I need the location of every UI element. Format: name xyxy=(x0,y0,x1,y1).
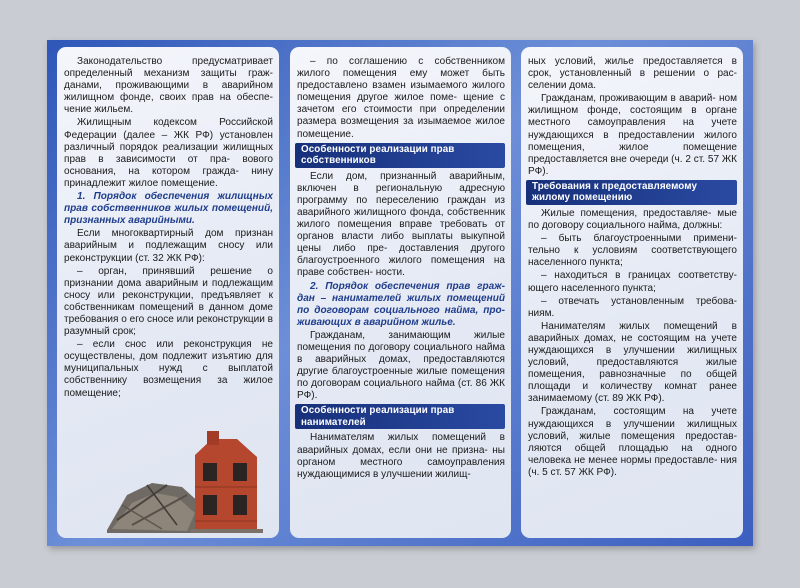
section-header-tenants: Особенности реализации прав нанимателей xyxy=(295,404,505,429)
paragraph: Жилищным кодексом Российской Федерации (далее – ЖК РФ) установлен различный порядок реализации жилищных прав в зависимости от пра- вового основания, на котором гражда- нину принадлежит жилое помещение. xyxy=(64,117,273,189)
column-1 xyxy=(64,56,273,401)
paragraph: Гражданам, проживающим в аварий- ном жилищном фонде, состоящим в органе местного самоуправления на учете нуждающихся в предоставлении жилого помещения, жилое помещение предоставляется вне очереди (ч. 2 ст. 57 ЖК РФ). xyxy=(528,93,737,177)
column-2 xyxy=(297,56,505,482)
paragraph: Законодательство предусматривает определенный механизм защиты граж- данами, проживающими в аварийном жилищном фонде, своих прав на обеспе- чение жильем. xyxy=(64,56,273,116)
paragraph: Гражданам, занимающим жилые помещения по договору социального найма в аварийных домах, предоставляются другие благоустроенные жилые помещения по договорам социального найма (ст. 86 ЖК РФ). xyxy=(297,329,505,402)
section-heading: 2. Порядок обеспечения прав граж- дан – нанимателей жилых помещений по договорам социального найма, про- живающих в аварийном жилье. xyxy=(297,280,505,328)
list-item: – по соглашению с собственником жилого помещения ему может быть предоставлено взамен изымаемого жилого помещения другое жилое поме- щение с зачетом его стоимости при определении размера возмещения за изымаемое жилое помещение. xyxy=(297,56,505,140)
paragraph: Жилые помещения, предоставляе- мые по договору социального найма, должны: xyxy=(528,207,737,232)
panel-middle xyxy=(290,47,511,538)
section-heading: 1. Порядок обеспечения жилищных прав собственников жилых помещений, признанных аварийными. xyxy=(64,191,273,227)
paragraph: Если многоквартирный дом признан аварийным и подлежащим сносу или реконструкции (ст. 32 ЖК РФ): xyxy=(64,228,273,264)
list-item: – быть благоустроенными примени- тельно к условиям соответствующего населенного пункта; xyxy=(528,233,737,269)
paragraph: ных условий, жилье предоставляется в срок, установленный в решении о рас- селении дома. xyxy=(528,56,737,92)
damaged-brick-house-icon xyxy=(107,425,267,535)
paragraph: Гражданам, состоящим на учете нуждающихся в улучшении жилищных условий, жилые помещения предостав- ляются общей площадью на одного человека не менее нормы предоставле- ния (ч. 5 ст. 57 ЖК РФ). xyxy=(528,406,737,478)
list-item: – если снос или реконструкция не осуществлены, дом подлежит изъятию для муниципальных нужд с выплатой собственнику возмещения за жилое помещение; xyxy=(64,339,273,399)
panel-right xyxy=(521,47,743,538)
section-header-owners: Особенности реализации прав собственников xyxy=(295,143,505,168)
paragraph: Если дом, признанный аварийным, включен в региональную адресную программу по переселению граждан из аварийного жилищного фонда, собственник жилого помещения вправе требовать от органов власти либо выплаты выкупной цены либо пре- доставления другого благоустроенного жилого помещения на праве собствен- ности. xyxy=(297,170,505,279)
brochure-sheet xyxy=(47,40,753,546)
section-header-requirements: Требования к предоставляемому жилому помещению xyxy=(526,180,737,205)
paragraph: Нанимателям жилых помещений в аварийных домах, не состоящим на учете нуждающихся в улучшении жилищных условий, предоставляются жилые помещения, равнозначные по общей площади и количеству комнат ранее занимаемому (ст. 89 ЖК РФ). xyxy=(528,320,737,405)
paragraph: Нанимателям жилых помещений в аварийных домах, если они не призна- ны органом местного самоуправления нуждающимися в улучшении жилищ- xyxy=(297,432,505,480)
list-item: – отвечать установленным требова- ниям. xyxy=(528,295,737,319)
panel-left xyxy=(57,47,279,538)
column-3 xyxy=(528,56,737,480)
list-item: – орган, принявший решение о признании дома аварийным и подлежащим сносу или реконструкции, предъявляет к собственникам помещений в данном доме требования о его сносе или реконструкции в разумный срок; xyxy=(64,265,273,338)
list-item: – находиться в границах соответству- ющего населенного пункта; xyxy=(528,270,737,294)
